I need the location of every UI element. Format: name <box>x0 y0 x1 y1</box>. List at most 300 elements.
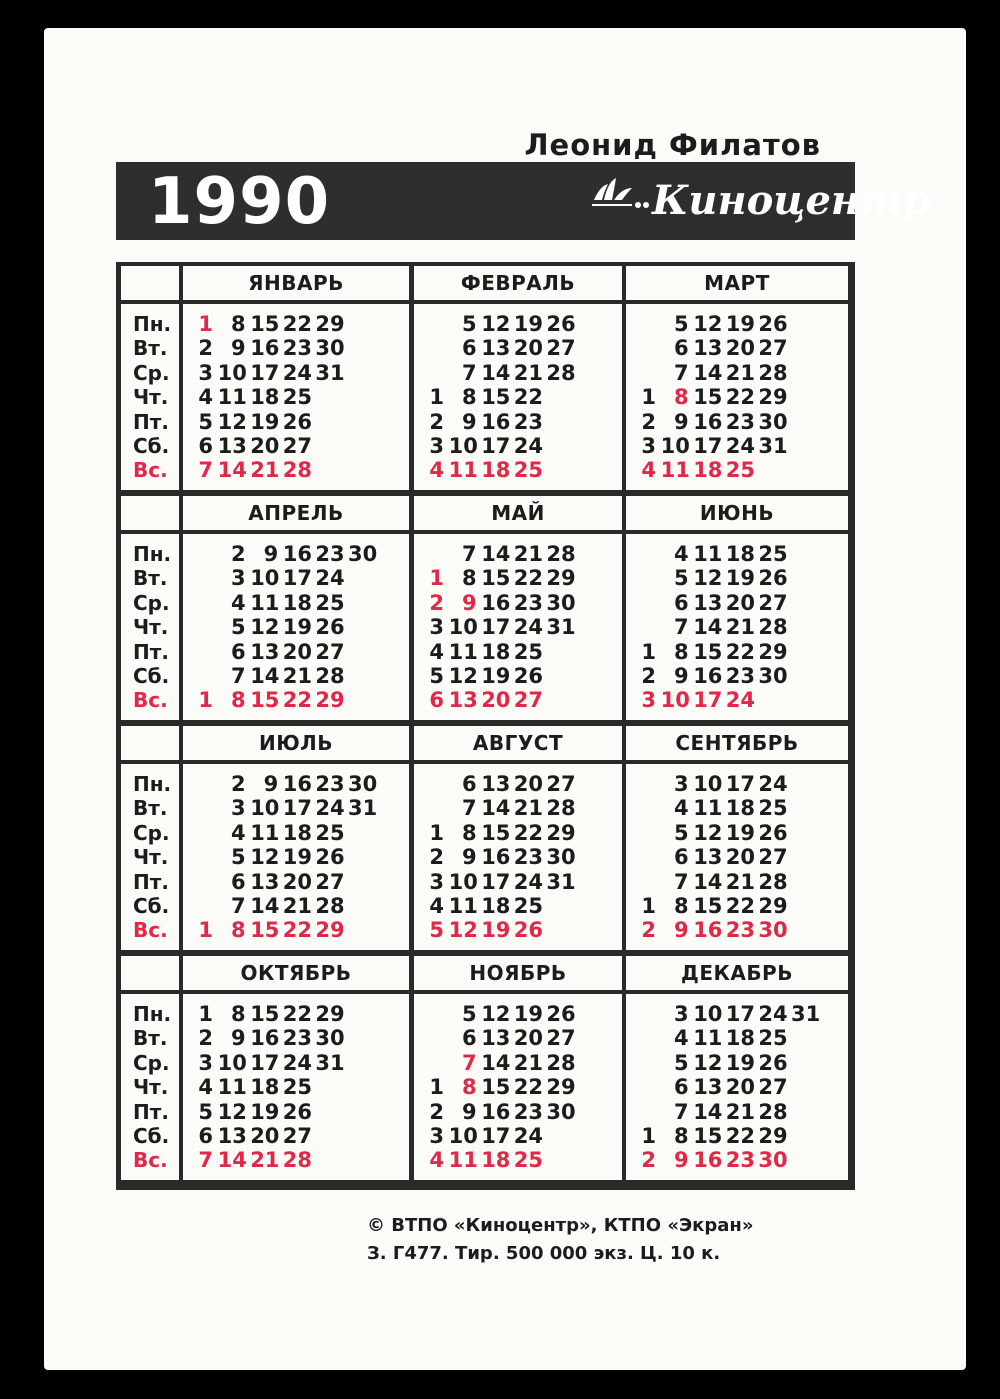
day-cell: 16 <box>250 1026 280 1051</box>
day-cell: 29 <box>315 918 345 943</box>
day-cell: 11 <box>693 796 723 821</box>
day-cell: 5 <box>461 312 477 336</box>
day-cell: 17 <box>481 434 511 458</box>
month-days <box>626 304 848 490</box>
weekday-label: Пн. <box>133 312 172 336</box>
day-cell: 3 <box>198 1050 213 1075</box>
day-cell: 29 <box>758 639 788 664</box>
day-cell: 15 <box>481 820 511 845</box>
day-cell: 16 <box>481 409 511 434</box>
day-cell: 2 <box>429 1099 444 1124</box>
day-cell: 30 <box>348 542 378 566</box>
calendar-grid <box>116 262 855 1190</box>
day-cell: 4 <box>429 458 444 483</box>
year-title: 1990 <box>148 165 331 239</box>
day-cell: 4 <box>641 458 656 483</box>
day-cell: 8 <box>673 385 689 410</box>
day-cell: 19 <box>250 409 280 434</box>
day-cell: 7 <box>461 542 477 566</box>
weekday-label: Чт. <box>133 385 169 410</box>
day-cell: 22 <box>513 820 544 845</box>
day-cell: 11 <box>660 458 690 483</box>
day-cell: 28 <box>546 360 576 385</box>
day-cell: 29 <box>546 1075 576 1100</box>
day-cell: 30 <box>546 590 576 615</box>
day-cell: 9 <box>673 918 689 943</box>
day-cell: 30 <box>546 845 576 870</box>
day-cell: 6 <box>461 336 477 361</box>
weekday-labels <box>121 304 179 490</box>
day-cell: 19 <box>513 1002 544 1026</box>
day-cell: 14 <box>250 894 280 918</box>
day-cell: 13 <box>481 336 511 361</box>
author-name: Леонид Филатов <box>524 128 821 162</box>
day-cell: 8 <box>673 894 689 918</box>
day-cell: 26 <box>546 312 576 336</box>
day-cell: 4 <box>673 796 689 821</box>
month-name: ДЕКАБРЬ <box>626 956 848 990</box>
day-cell: 24 <box>758 1002 788 1026</box>
day-cell: 8 <box>461 566 477 591</box>
day-cell: 7 <box>673 615 689 640</box>
day-cell: 26 <box>758 820 788 845</box>
day-cell: 2 <box>641 1148 656 1173</box>
month-name: МАЙ <box>414 496 622 530</box>
day-cell: 28 <box>315 894 345 918</box>
month-name: ФЕВРАЛЬ <box>414 266 622 300</box>
weekday-label: Вт. <box>133 1026 168 1051</box>
day-cell: 11 <box>693 542 723 566</box>
day-cell: 15 <box>481 1075 511 1100</box>
day-cell: 28 <box>546 796 576 821</box>
day-cell: 19 <box>725 566 756 591</box>
day-cell: 15 <box>481 566 511 591</box>
day-cell: 22 <box>513 385 544 410</box>
day-cell: 19 <box>725 312 756 336</box>
day-cell: 17 <box>481 869 511 894</box>
day-cell: 15 <box>250 918 280 943</box>
day-cell: 2 <box>230 542 246 566</box>
day-cell: 24 <box>282 360 313 385</box>
day-cell: 23 <box>513 1099 544 1124</box>
weekday-label: Сб. <box>133 1124 170 1148</box>
day-cell: 4 <box>230 820 246 845</box>
day-cell: 27 <box>758 590 788 615</box>
day-cell: 3 <box>429 869 444 894</box>
day-cell: 28 <box>758 615 788 640</box>
day-cell: 16 <box>481 590 511 615</box>
day-cell: 4 <box>198 1075 213 1100</box>
day-cell: 9 <box>461 409 477 434</box>
day-cell: 12 <box>250 845 280 870</box>
day-cell: 26 <box>315 845 345 870</box>
day-cell: 27 <box>282 1124 313 1148</box>
day-cell: 27 <box>758 845 788 870</box>
day-cell: 5 <box>673 1050 689 1075</box>
day-cell: 27 <box>315 869 345 894</box>
weekday-label: Пт. <box>133 639 169 664</box>
day-cell: 10 <box>250 566 280 591</box>
day-cell: 17 <box>481 615 511 640</box>
day-cell: 7 <box>461 1050 477 1075</box>
day-cell: 26 <box>513 918 544 943</box>
day-cell: 3 <box>641 688 656 713</box>
day-cell: 6 <box>230 639 246 664</box>
weekday-label: Сб. <box>133 664 170 688</box>
day-cell: 11 <box>250 820 280 845</box>
day-cell: 9 <box>230 336 246 361</box>
day-cell: 4 <box>429 1148 444 1173</box>
month-days <box>183 764 409 950</box>
day-cell: 4 <box>429 894 444 918</box>
day-cell: 9 <box>673 1148 689 1173</box>
day-cell: 7 <box>198 1148 213 1173</box>
day-cell: 5 <box>461 1002 477 1026</box>
day-cell: 12 <box>693 1050 723 1075</box>
day-cell: 14 <box>693 360 723 385</box>
day-cell: 3 <box>429 615 444 640</box>
weekday-labels <box>121 764 179 950</box>
day-cell: 2 <box>641 664 656 688</box>
day-cell: 21 <box>513 796 544 821</box>
month-name: АПРЕЛЬ <box>183 496 409 530</box>
weekday-labels <box>121 534 179 720</box>
month-name: ОКТЯБРЬ <box>183 956 409 990</box>
logo-text: Киноцентр <box>652 177 931 224</box>
day-cell: 29 <box>315 688 345 713</box>
month-days <box>183 994 409 1180</box>
day-cell: 6 <box>429 688 444 713</box>
day-cell: 14 <box>693 615 723 640</box>
day-cell: 8 <box>230 1002 246 1026</box>
day-cell: 5 <box>198 409 213 434</box>
day-cell: 18 <box>250 385 280 410</box>
weekday-label: Сб. <box>133 894 170 918</box>
day-cell: 18 <box>725 1026 756 1051</box>
day-cell: 24 <box>758 772 788 796</box>
day-cell: 24 <box>315 796 345 821</box>
day-cell: 23 <box>315 772 345 796</box>
day-cell: 10 <box>217 1050 247 1075</box>
day-cell: 8 <box>673 639 689 664</box>
day-cell: 29 <box>315 312 345 336</box>
day-cell: 14 <box>481 796 511 821</box>
day-cell: 1 <box>641 385 656 410</box>
day-cell: 14 <box>481 542 511 566</box>
month-days <box>183 304 409 490</box>
day-cell: 10 <box>448 1124 478 1148</box>
day-cell: 17 <box>250 1050 280 1075</box>
day-cell: 21 <box>513 542 544 566</box>
day-cell: 15 <box>693 639 723 664</box>
day-cell: 20 <box>513 336 544 361</box>
month-days <box>626 534 848 720</box>
day-cell: 23 <box>725 664 756 688</box>
day-cell: 23 <box>725 918 756 943</box>
day-cell: 27 <box>758 336 788 361</box>
day-cell: 26 <box>758 1050 788 1075</box>
day-cell: 11 <box>448 639 478 664</box>
day-cell: 16 <box>282 542 313 566</box>
day-cell: 3 <box>198 360 213 385</box>
weekday-label: Чт. <box>133 1075 169 1100</box>
day-cell: 10 <box>448 869 478 894</box>
day-cell: 7 <box>198 458 213 483</box>
day-cell: 6 <box>461 772 477 796</box>
day-cell: 2 <box>429 590 444 615</box>
day-cell: 29 <box>758 1124 788 1148</box>
day-cell: 9 <box>673 409 689 434</box>
corner-spacer <box>121 956 179 990</box>
day-cell: 6 <box>198 1124 213 1148</box>
day-cell: 19 <box>481 664 511 688</box>
day-cell: 22 <box>725 1124 756 1148</box>
day-cell: 20 <box>250 1124 280 1148</box>
day-cell: 25 <box>513 1148 544 1173</box>
day-cell: 30 <box>758 1148 788 1173</box>
day-cell: 31 <box>791 1002 821 1026</box>
weekday-label: Пн. <box>133 1002 172 1026</box>
day-cell: 19 <box>250 1099 280 1124</box>
day-cell: 8 <box>230 918 246 943</box>
day-cell: 22 <box>282 918 313 943</box>
day-cell: 31 <box>315 360 345 385</box>
day-cell: 9 <box>461 1099 477 1124</box>
day-cell: 17 <box>282 566 313 591</box>
day-cell: 26 <box>758 312 788 336</box>
day-cell: 18 <box>693 458 723 483</box>
day-cell: 19 <box>725 1050 756 1075</box>
day-cell: 16 <box>693 918 723 943</box>
month-name: ИЮЛЬ <box>183 726 409 760</box>
day-cell: 20 <box>725 590 756 615</box>
day-cell: 15 <box>481 385 511 410</box>
day-cell: 4 <box>198 385 213 410</box>
day-cell: 9 <box>461 590 477 615</box>
day-cell: 20 <box>725 1075 756 1100</box>
day-cell: 9 <box>461 845 477 870</box>
day-cell: 30 <box>348 772 378 796</box>
day-cell: 23 <box>725 1148 756 1173</box>
month-name: ИЮНЬ <box>626 496 848 530</box>
day-cell: 7 <box>673 869 689 894</box>
day-cell: 12 <box>481 1002 511 1026</box>
day-cell: 17 <box>693 434 723 458</box>
day-cell: 22 <box>513 1075 544 1100</box>
day-cell: 4 <box>673 1026 689 1051</box>
day-cell: 25 <box>513 894 544 918</box>
day-cell: 31 <box>315 1050 345 1075</box>
day-cell: 23 <box>282 336 313 361</box>
day-cell: 20 <box>282 869 313 894</box>
day-cell: 12 <box>481 312 511 336</box>
day-cell: 5 <box>429 918 444 943</box>
day-cell: 11 <box>250 590 280 615</box>
day-cell: 25 <box>725 458 756 483</box>
day-cell: 12 <box>693 312 723 336</box>
day-cell: 22 <box>282 1002 313 1026</box>
imprint-line-1: © ВТПО «Киноцентр», КТПО «Экран» <box>367 1215 754 1236</box>
day-cell: 25 <box>758 542 788 566</box>
day-cell: 13 <box>250 869 280 894</box>
day-cell: 30 <box>758 918 788 943</box>
day-cell: 5 <box>673 566 689 591</box>
day-cell: 20 <box>513 1026 544 1051</box>
day-cell: 13 <box>693 845 723 870</box>
day-cell: 3 <box>230 796 246 821</box>
weekday-label: Ср. <box>133 360 170 385</box>
day-cell: 23 <box>725 409 756 434</box>
day-cell: 3 <box>429 434 444 458</box>
day-cell: 16 <box>693 1148 723 1173</box>
day-cell: 16 <box>693 409 723 434</box>
day-cell: 13 <box>250 639 280 664</box>
day-cell: 29 <box>315 1002 345 1026</box>
weekday-labels <box>121 994 179 1180</box>
day-cell: 27 <box>513 688 544 713</box>
day-cell: 9 <box>263 542 279 566</box>
day-cell: 25 <box>513 639 544 664</box>
month-days <box>626 994 848 1180</box>
corner-spacer <box>121 266 179 300</box>
day-cell: 17 <box>725 1002 756 1026</box>
day-cell: 7 <box>230 894 246 918</box>
month-days <box>414 994 622 1180</box>
weekday-label: Чт. <box>133 845 169 870</box>
day-cell: 23 <box>513 409 544 434</box>
day-cell: 26 <box>282 1099 313 1124</box>
day-cell: 5 <box>673 820 689 845</box>
weekday-label: Пн. <box>133 542 172 566</box>
weekday-label: Сб. <box>133 434 170 458</box>
day-cell: 25 <box>315 820 345 845</box>
day-cell: 13 <box>217 434 247 458</box>
day-cell: 31 <box>546 615 576 640</box>
day-cell: 18 <box>282 590 313 615</box>
day-cell: 27 <box>315 639 345 664</box>
day-cell: 24 <box>513 434 544 458</box>
weekday-label: Вт. <box>133 566 168 591</box>
corner-spacer <box>121 726 179 760</box>
day-cell: 17 <box>693 688 723 713</box>
day-cell: 18 <box>481 894 511 918</box>
month-name: АВГУСТ <box>414 726 622 760</box>
month-name: НОЯБРЬ <box>414 956 622 990</box>
weekday-label: Вс. <box>133 688 168 713</box>
day-cell: 7 <box>673 1099 689 1124</box>
imprint-line-2: З. Г477. Тир. 500 000 экз. Ц. 10 к. <box>367 1243 721 1264</box>
weekday-label: Ср. <box>133 1050 170 1075</box>
day-cell: 25 <box>315 590 345 615</box>
day-cell: 22 <box>725 894 756 918</box>
day-cell: 10 <box>217 360 247 385</box>
day-cell: 14 <box>693 1099 723 1124</box>
kinocentr-logo <box>586 170 931 232</box>
day-cell: 18 <box>725 542 756 566</box>
day-cell: 13 <box>693 336 723 361</box>
month-days <box>183 534 409 720</box>
day-cell: 29 <box>758 385 788 410</box>
day-cell: 25 <box>282 385 313 410</box>
day-cell: 11 <box>448 1148 478 1173</box>
day-cell: 20 <box>481 688 511 713</box>
day-cell: 30 <box>315 336 345 361</box>
day-cell: 4 <box>673 542 689 566</box>
day-cell: 1 <box>429 385 444 410</box>
day-cell: 15 <box>693 894 723 918</box>
day-cell: 3 <box>429 1124 444 1148</box>
day-cell: 25 <box>282 1075 313 1100</box>
day-cell: 24 <box>725 434 756 458</box>
day-cell: 14 <box>217 458 247 483</box>
day-cell: 14 <box>481 1050 511 1075</box>
day-cell: 27 <box>546 1026 576 1051</box>
day-cell: 3 <box>673 1002 689 1026</box>
day-cell: 28 <box>315 664 345 688</box>
day-cell: 5 <box>198 1099 213 1124</box>
day-cell: 23 <box>513 590 544 615</box>
day-cell: 18 <box>481 1148 511 1173</box>
day-cell: 1 <box>429 1075 444 1100</box>
day-cell: 21 <box>250 1148 280 1173</box>
day-cell: 23 <box>315 542 345 566</box>
weekday-label: Вт. <box>133 796 168 821</box>
day-cell: 11 <box>448 458 478 483</box>
day-cell: 10 <box>660 688 690 713</box>
day-cell: 20 <box>282 639 313 664</box>
day-cell: 12 <box>693 566 723 591</box>
day-cell: 3 <box>641 434 656 458</box>
weekday-label: Вс. <box>133 918 168 943</box>
day-cell: 6 <box>198 434 213 458</box>
day-cell: 25 <box>513 458 544 483</box>
day-cell: 8 <box>230 688 246 713</box>
day-cell: 19 <box>481 918 511 943</box>
day-cell: 20 <box>513 772 544 796</box>
weekday-label: Вт. <box>133 336 168 361</box>
day-cell: 5 <box>230 615 246 640</box>
day-cell: 10 <box>448 615 478 640</box>
day-cell: 7 <box>461 796 477 821</box>
day-cell: 4 <box>429 639 444 664</box>
day-cell: 26 <box>513 664 544 688</box>
day-cell: 27 <box>282 434 313 458</box>
day-cell: 10 <box>660 434 690 458</box>
day-cell: 1 <box>429 820 444 845</box>
day-cell: 16 <box>481 1099 511 1124</box>
weekday-label: Пн. <box>133 772 172 796</box>
day-cell: 18 <box>481 639 511 664</box>
month-name: СЕНТЯБРЬ <box>626 726 848 760</box>
month-name: ЯНВАРЬ <box>183 266 409 300</box>
day-cell: 16 <box>250 336 280 361</box>
day-cell: 21 <box>250 458 280 483</box>
day-cell: 23 <box>282 1026 313 1051</box>
day-cell: 5 <box>230 845 246 870</box>
day-cell: 11 <box>693 1026 723 1051</box>
day-cell: 1 <box>641 1124 656 1148</box>
day-cell: 22 <box>725 385 756 410</box>
day-cell: 15 <box>250 1002 280 1026</box>
day-cell: 9 <box>673 664 689 688</box>
month-days <box>414 534 622 720</box>
day-cell: 10 <box>693 1002 723 1026</box>
day-cell: 8 <box>230 312 246 336</box>
day-cell: 1 <box>198 688 213 713</box>
day-cell: 27 <box>546 772 576 796</box>
day-cell: 25 <box>758 1026 788 1051</box>
day-cell: 17 <box>250 360 280 385</box>
